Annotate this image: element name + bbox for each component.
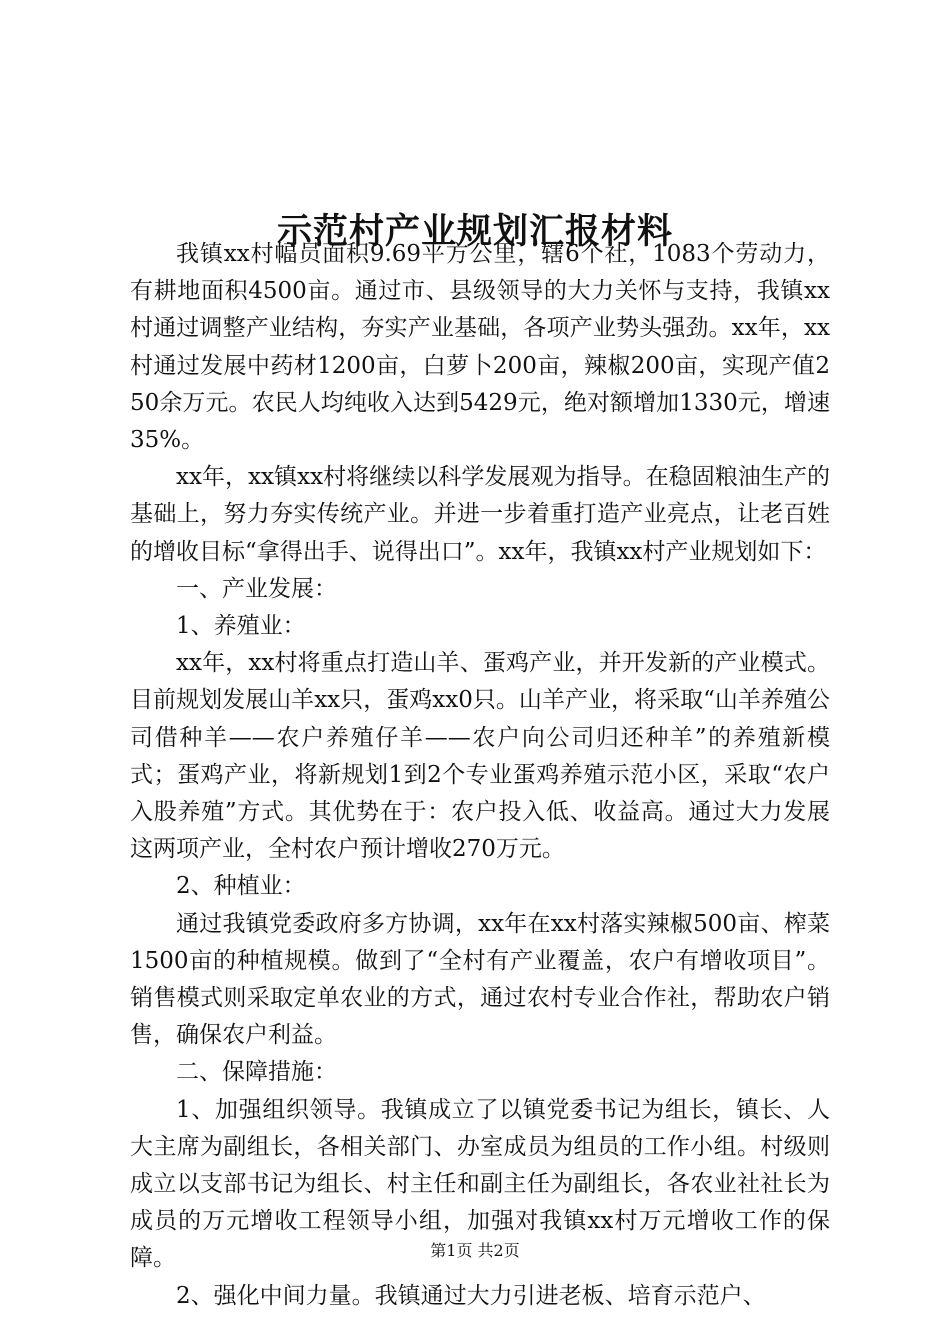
- paragraph-plan-overview: xx年，xx镇xx村将继续以科学发展观为指导。在稳固粮油生产的基础上，努力夯实传统产业。并进一步着重打造产业亮点，让老百姓的增收目标“拿得出手、说得出口”。xx年，我镇xx村产业规划如下：: [130, 464, 830, 565]
- paragraph-organization: 1、加强组织领导。我镇成立了以镇党委书记为组长，镇长、人大主席为副组长，各相关部门、办室成员为组员的工作小组。村级则成立以支部书记为组长、村主任和副主任为副组长，各农业社社长为成员的万元增收工程领导小组，加强对我镇xx村万元增收工作的保障。: [130, 1096, 830, 1272]
- document-title: 示范村产业规划汇报材料: [276, 211, 673, 253]
- paragraph-middle-force: 2、强化中间力量。我镇通过大力引进老板、培育示范户、: [176, 1282, 766, 1309]
- heading-safeguard-measures: 二、保障措施：: [176, 1059, 337, 1086]
- paragraph-planting: 通过我镇党委政府多方协调，xx年在xx村落实辣椒500亩、榨菜1500亩的种植规模。做到了“全村有产业覆盖，农户有增收项目”。销售模式则采取定单农业的方式，通过农村专业合作社，帮助农户销售，确保农户利益。: [130, 910, 830, 1049]
- paragraph-intro: 我镇xx村幅员面积9.69平方公里，辖6个社，1083个劳动力，有耕地面积4500亩。通过市、县级领导的大力关怀与支持，我镇xx村通过调整产业结构，夯实产业基础，各项产业势头强劲。xx年，xx村通过发展中药材1200亩，白萝卜200亩，辣椒200亩，实现产值250余万元。农民人均纯收入达到5429元，绝对额增加1330元，增速35%。: [130, 241, 830, 454]
- subheading-breeding: 1、养殖业：: [176, 613, 306, 640]
- paragraph-breeding: xx年，xx村将重点打造山羊、蛋鸡产业，并开发新的产业模式。目前规划发展山羊xx只，蛋鸡xx0只。山羊产业，将采取“山羊养殖公司借种羊——农户养殖仔羊——农户向公司归还种羊”的养殖新模式；蛋鸡产业，将新规划1到2个专业蛋鸡养殖示范小区，采取“农户入股养殖”方式。其优势在于：农户投入低、收益高。通过大力发展这两项产业，全村农户预计增收270万元。: [130, 650, 830, 863]
- heading-industry-development: 一、产业发展：: [176, 575, 337, 602]
- document-body: [130, 236, 830, 1315]
- subheading-planting: 2、种植业：: [176, 873, 306, 900]
- page-footer: 第1页 共2页: [430, 1241, 520, 1260]
